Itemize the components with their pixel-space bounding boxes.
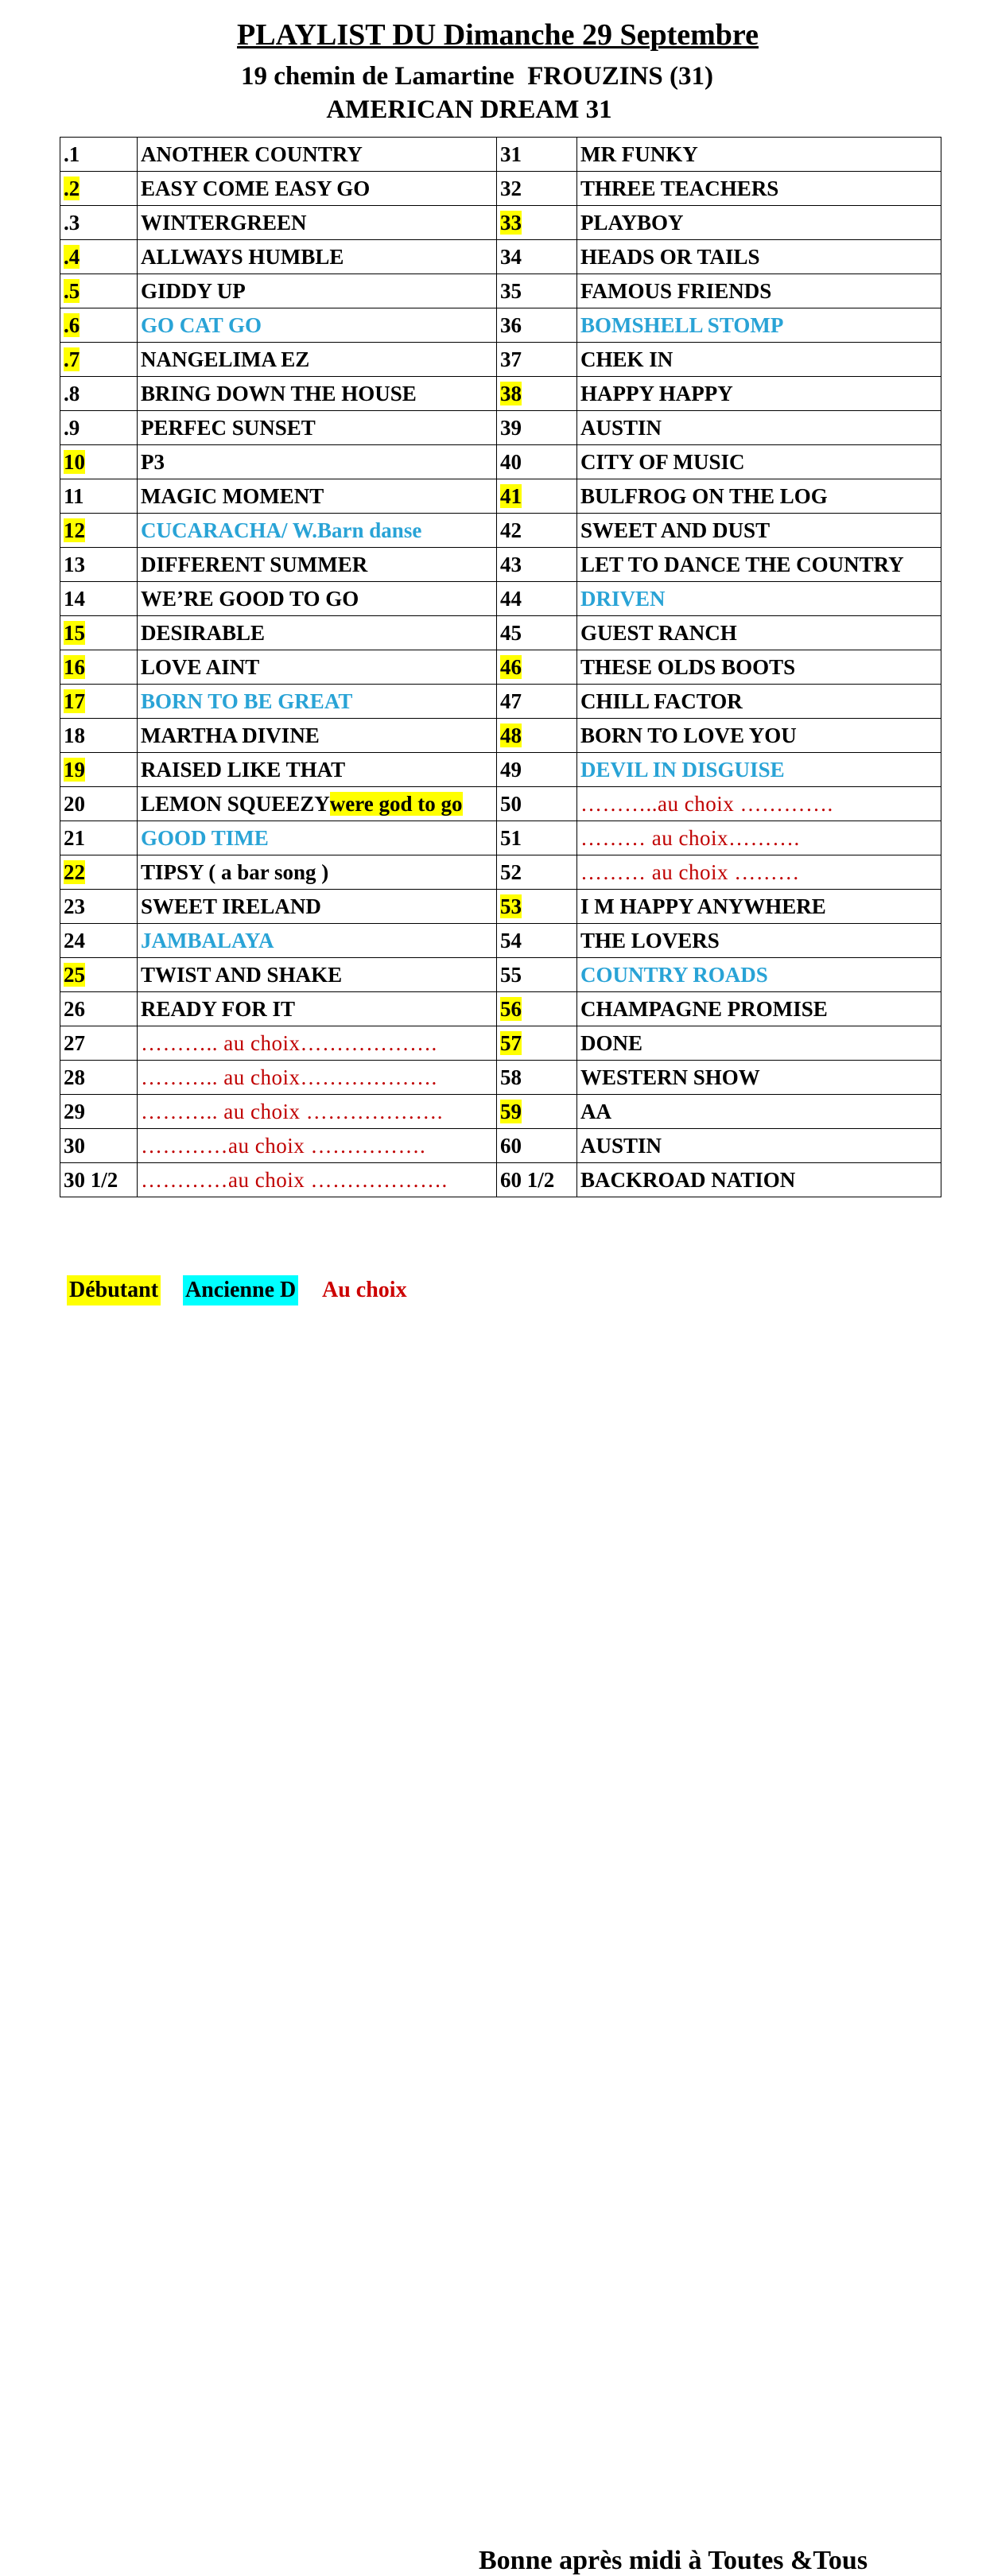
right-number-cell: [497, 138, 577, 172]
left-number: 15: [64, 620, 85, 645]
left-number-cell: [60, 890, 138, 924]
right-number-cell: [497, 445, 577, 479]
left-title-cell: [138, 616, 497, 650]
right-number-cell: [497, 992, 577, 1026]
address: 19 chemin de Lamartine FROUZINS (31): [241, 62, 713, 91]
right-title-cell: [577, 308, 941, 343]
left-title-cell: [138, 274, 497, 308]
left-song-title: MAGIC MOMENT: [141, 483, 324, 508]
right-title-cell: [577, 514, 941, 548]
left-number-cell: [60, 958, 138, 992]
left-song-title: WINTERGREEN: [141, 210, 307, 235]
table-row: [60, 548, 941, 582]
right-number: 43: [500, 552, 522, 576]
right-title-cell: [577, 787, 941, 821]
right-number-cell: [497, 479, 577, 514]
table-row: [60, 1163, 941, 1197]
right-song-title: LET TO DANCE THE COUNTRY: [580, 552, 904, 576]
right-title-cell: [577, 411, 941, 445]
right-title-cell: [577, 924, 941, 958]
table-row: [60, 377, 941, 411]
left-song-title: ……….. au choix……………….: [141, 1030, 437, 1055]
left-number: 30: [64, 1133, 85, 1158]
right-song-title: COUNTRY ROADS: [580, 962, 768, 987]
right-song-title: GUEST RANCH: [580, 620, 737, 645]
club-name: AMERICAN DREAM 31: [326, 95, 612, 124]
left-number: 13: [64, 552, 85, 576]
left-song-title: ANOTHER COUNTRY: [141, 142, 363, 166]
right-song-title: AUSTIN: [580, 415, 662, 440]
right-number: 55: [500, 962, 522, 987]
left-title-cell: [138, 685, 497, 719]
right-song-title: HAPPY HAPPY: [580, 381, 733, 405]
left-number: .1: [64, 142, 80, 166]
left-title-cell: [138, 890, 497, 924]
left-title-cell: [138, 650, 497, 685]
right-title-cell: [577, 650, 941, 685]
right-number-cell: [497, 787, 577, 821]
left-number-cell: [60, 821, 138, 855]
right-number: 59: [500, 1099, 522, 1123]
right-number-cell: [497, 1026, 577, 1061]
left-number-cell: [60, 308, 138, 343]
left-title-cell: [138, 514, 497, 548]
right-number-cell: [497, 890, 577, 924]
left-song-title: NANGELIMA EZ: [141, 347, 310, 371]
left-number-cell: [60, 479, 138, 514]
left-number-cell: [60, 206, 138, 240]
left-number-cell: [60, 138, 138, 172]
table-row: [60, 890, 941, 924]
right-number: 53: [500, 894, 522, 918]
left-song-title: TWIST AND SHAKE: [141, 962, 343, 987]
left-title-cell: [138, 377, 497, 411]
left-number: .7: [64, 347, 80, 371]
right-number-cell: [497, 1163, 577, 1197]
right-song-title: WESTERN SHOW: [580, 1065, 760, 1089]
right-number: 52: [500, 859, 522, 884]
right-number: 47: [500, 689, 522, 713]
table-row: [60, 616, 941, 650]
right-number: 54: [500, 928, 522, 952]
table-row: [60, 206, 941, 240]
right-number-cell: [497, 1129, 577, 1163]
left-number-cell: [60, 274, 138, 308]
right-song-title: THREE TEACHERS: [580, 176, 779, 200]
left-title-cell: [138, 343, 497, 377]
left-song-title: MARTHA DIVINE: [141, 723, 320, 747]
left-title-cell: [138, 1026, 497, 1061]
left-title-cell: [138, 411, 497, 445]
left-title-cell: [138, 445, 497, 479]
table-row: [60, 479, 941, 514]
right-number: 48: [500, 723, 522, 747]
left-title-cell: [138, 719, 497, 753]
right-number-cell: [497, 240, 577, 274]
left-number: .9: [64, 415, 80, 440]
left-song-title: BORN TO BE GREAT: [141, 689, 353, 713]
right-song-title: SWEET AND DUST: [580, 518, 771, 542]
left-song-title: ……….. au choix ……………….: [141, 1099, 443, 1123]
right-number: 60: [500, 1133, 522, 1158]
right-number: 60 1/2: [500, 1167, 555, 1192]
left-number-cell: [60, 650, 138, 685]
table-row: [60, 685, 941, 719]
right-number-cell: [497, 719, 577, 753]
left-song-title: RAISED LIKE THAT: [141, 757, 346, 782]
left-number: 19: [64, 757, 85, 782]
left-number: 30 1/2: [64, 1167, 118, 1192]
left-song-title: TIPSY ( a bar song ): [141, 859, 329, 884]
left-number: 24: [64, 928, 85, 952]
right-number: 44: [500, 586, 522, 611]
right-number-cell: [497, 1095, 577, 1129]
right-number-cell: [497, 514, 577, 548]
right-title-cell: [577, 172, 941, 206]
left-number-cell: [60, 616, 138, 650]
right-number: 31: [500, 142, 522, 166]
right-title-cell: [577, 753, 941, 787]
table-row: [60, 650, 941, 685]
right-number: 38: [500, 381, 522, 405]
right-title-cell: [577, 343, 941, 377]
right-number: 45: [500, 620, 522, 645]
left-song-title: DESIRABLE: [141, 620, 266, 645]
left-song-title: GIDDY UP: [141, 278, 246, 303]
right-song-title: BULFROG ON THE LOG: [580, 483, 828, 508]
left-title-cell: [138, 1061, 497, 1095]
table-row: [60, 274, 941, 308]
right-song-title: HEADS OR TAILS: [580, 244, 760, 269]
right-number: 57: [500, 1030, 522, 1055]
left-title-cell: [138, 821, 497, 855]
right-title-cell: [577, 616, 941, 650]
right-song-title: ……… au choix……….: [580, 825, 800, 850]
left-number-cell: [60, 240, 138, 274]
right-title-cell: [577, 479, 941, 514]
right-title-cell: [577, 890, 941, 924]
right-song-title: CHAMPAGNE PROMISE: [580, 996, 828, 1021]
right-number-cell: [497, 924, 577, 958]
right-song-title: BOMSHELL STOMP: [580, 312, 784, 337]
right-number-cell: [497, 343, 577, 377]
table-row: [60, 958, 941, 992]
right-number: 51: [500, 825, 522, 850]
left-number: 17: [64, 689, 85, 713]
table-row: [60, 172, 941, 206]
right-number-cell: [497, 685, 577, 719]
left-title-cell: [138, 855, 497, 890]
right-song-title: FAMOUS FRIENDS: [580, 278, 772, 303]
left-number: 22: [64, 859, 85, 884]
right-number: 36: [500, 312, 522, 337]
left-number: 27: [64, 1030, 85, 1055]
right-title-cell: [577, 240, 941, 274]
right-song-title: I M HAPPY ANYWHERE: [580, 894, 826, 918]
left-song-title: P3: [141, 449, 165, 474]
right-number-cell: [497, 172, 577, 206]
left-song-title: SWEET IRELAND: [141, 894, 321, 918]
left-song-title: …………au choix …………….: [141, 1133, 426, 1158]
left-number-cell: [60, 753, 138, 787]
table-row: [60, 924, 941, 958]
right-title-cell: [577, 1095, 941, 1129]
right-song-title: BACKROAD NATION: [580, 1167, 796, 1192]
right-title-cell: [577, 582, 941, 616]
left-number-cell: [60, 343, 138, 377]
right-number: 35: [500, 278, 522, 303]
left-number: 20: [64, 791, 85, 816]
left-number: .5: [64, 278, 80, 303]
right-title-cell: [577, 719, 941, 753]
right-title-cell: [577, 821, 941, 855]
right-song-title: PLAYBOY: [580, 210, 684, 235]
right-title-cell: [577, 855, 941, 890]
right-number-cell: [497, 650, 577, 685]
left-title-cell: [138, 172, 497, 206]
left-title-cell: [138, 1095, 497, 1129]
right-song-title: ………..au choix ………….: [580, 791, 833, 816]
left-number-cell: [60, 582, 138, 616]
right-song-title: DRIVEN: [580, 586, 666, 611]
right-number: 56: [500, 996, 522, 1021]
table-row: [60, 138, 941, 172]
left-number-cell: [60, 514, 138, 548]
right-title-cell: [577, 958, 941, 992]
right-number-cell: [497, 411, 577, 445]
left-number-cell: [60, 1061, 138, 1095]
table-row: [60, 992, 941, 1026]
table-row: [60, 753, 941, 787]
right-title-cell: [577, 377, 941, 411]
right-song-title: MR FUNKY: [580, 142, 698, 166]
right-number-cell: [497, 1061, 577, 1095]
right-title-cell: [577, 1061, 941, 1095]
right-number: 39: [500, 415, 522, 440]
left-number: 26: [64, 996, 85, 1021]
right-number-cell: [497, 548, 577, 582]
left-number-cell: [60, 172, 138, 206]
right-number-cell: [497, 753, 577, 787]
right-song-title: THESE OLDS BOOTS: [580, 654, 796, 679]
left-number: 14: [64, 586, 85, 611]
left-number: 16: [64, 654, 85, 679]
left-song-title: WE’RE GOOD TO GO: [141, 586, 359, 611]
left-number: .3: [64, 210, 80, 235]
left-title-cell: [138, 958, 497, 992]
greeting: Bonne après midi à Toutes &Tous: [479, 2546, 868, 2575]
right-song-title: ……… au choix ………: [580, 859, 800, 884]
left-song-title: EASY COME EASY GO: [141, 176, 371, 200]
left-song-title: …………au choix ……………….: [141, 1167, 448, 1192]
table-row: [60, 1095, 941, 1129]
playlist-table: [60, 137, 941, 1197]
right-number-cell: [497, 582, 577, 616]
left-number-cell: [60, 719, 138, 753]
right-number-cell: [497, 821, 577, 855]
left-number: 18: [64, 723, 85, 747]
left-title-cell: [138, 479, 497, 514]
table-row: [60, 1129, 941, 1163]
left-song-title: PERFEC SUNSET: [141, 415, 316, 440]
right-number-cell: [497, 616, 577, 650]
right-song-title: THE LOVERS: [580, 928, 720, 952]
left-number: 10: [64, 449, 85, 474]
right-number: 33: [500, 210, 522, 235]
left-title-cell: [138, 308, 497, 343]
right-title-cell: [577, 274, 941, 308]
left-title-cell: [138, 1163, 497, 1197]
table-row: [60, 514, 941, 548]
table-row: [60, 411, 941, 445]
right-number: 46: [500, 654, 522, 679]
right-number: 32: [500, 176, 522, 200]
right-number-cell: [497, 308, 577, 343]
left-number-cell: [60, 685, 138, 719]
right-number: 40: [500, 449, 522, 474]
left-number: .2: [64, 176, 80, 200]
left-song-title: CUCARACHA/ W.Barn danse: [141, 518, 422, 542]
left-number: 21: [64, 825, 85, 850]
right-number-cell: [497, 206, 577, 240]
left-song-title: GOOD TIME: [141, 825, 269, 850]
left-title-cell: [138, 206, 497, 240]
left-number: 28: [64, 1065, 85, 1089]
table-row: [60, 855, 941, 890]
right-song-title: CHILL FACTOR: [580, 689, 743, 713]
right-number: 34: [500, 244, 522, 269]
left-title-cell: [138, 992, 497, 1026]
left-number-cell: [60, 787, 138, 821]
right-song-title: AUSTIN: [580, 1133, 662, 1158]
left-title-cell: [138, 582, 497, 616]
left-number-cell: [60, 1129, 138, 1163]
left-title-cell: [138, 924, 497, 958]
left-number-cell: [60, 992, 138, 1026]
page-title: PLAYLIST DU Dimanche 29 Septembre: [237, 18, 759, 52]
left-title-cell: [138, 787, 497, 821]
left-number: .4: [64, 244, 80, 269]
table-row: [60, 582, 941, 616]
legend: [0, 1275, 986, 2575]
table-row: [60, 445, 941, 479]
left-number-cell: [60, 377, 138, 411]
legend-ancienne: Ancienne D: [183, 1275, 298, 1305]
left-number: .6: [64, 312, 80, 337]
left-number: 12: [64, 518, 85, 542]
table-row: [60, 1026, 941, 1061]
left-song-title: BRING DOWN THE HOUSE: [141, 381, 417, 405]
right-song-title: DEVIL IN DISGUISE: [580, 757, 785, 782]
legend-au-choix: Au choix: [322, 1278, 407, 1302]
table-row: [60, 719, 941, 753]
left-number-cell: [60, 548, 138, 582]
right-title-cell: [577, 992, 941, 1026]
right-number-cell: [497, 958, 577, 992]
right-number: 49: [500, 757, 522, 782]
right-title-cell: [577, 1129, 941, 1163]
left-number-cell: [60, 445, 138, 479]
left-song-title: READY FOR IT: [141, 996, 296, 1021]
left-title-cell: [138, 753, 497, 787]
right-number-cell: [497, 377, 577, 411]
right-title-cell: [577, 138, 941, 172]
inline-note: were god to go: [329, 791, 463, 816]
left-number-cell: [60, 411, 138, 445]
right-title-cell: [577, 685, 941, 719]
right-song-title: CHEK IN: [580, 347, 674, 371]
left-number-cell: [60, 1163, 138, 1197]
left-number-cell: [60, 1095, 138, 1129]
right-song-title: DONE: [580, 1030, 643, 1055]
legend-debutant: Débutant: [67, 1275, 161, 1305]
left-number-cell: [60, 924, 138, 958]
right-song-title: BORN TO LOVE YOU: [580, 723, 797, 747]
table-row: [60, 343, 941, 377]
left-song-title: GO CAT GO: [141, 312, 262, 337]
left-number: .8: [64, 381, 80, 405]
left-title-cell: [138, 548, 497, 582]
right-number: 42: [500, 518, 522, 542]
right-title-cell: [577, 1026, 941, 1061]
right-number: 58: [500, 1065, 522, 1089]
right-title-cell: [577, 548, 941, 582]
right-number-cell: [497, 274, 577, 308]
left-number-cell: [60, 855, 138, 890]
left-number: 25: [64, 962, 85, 987]
left-song-title: JAMBALAYA: [141, 928, 274, 952]
left-song-title: ……….. au choix……………….: [141, 1065, 437, 1089]
right-song-title: AA: [580, 1099, 611, 1123]
left-title-cell: [138, 138, 497, 172]
right-title-cell: [577, 1163, 941, 1197]
right-song-title: CITY OF MUSIC: [580, 449, 745, 474]
table-row: [60, 787, 941, 821]
right-number: 50: [500, 791, 522, 816]
left-song-title: LEMON SQUEEZY: [141, 791, 330, 816]
table-row: [60, 308, 941, 343]
right-title-cell: [577, 206, 941, 240]
left-song-title: DIFFERENT SUMMER: [141, 552, 368, 576]
left-number: 29: [64, 1099, 85, 1123]
right-title-cell: [577, 445, 941, 479]
left-song-title: LOVE AINT: [141, 654, 260, 679]
left-title-cell: [138, 1129, 497, 1163]
left-title-cell: [138, 240, 497, 274]
left-song-title: ALLWAYS HUMBLE: [141, 244, 344, 269]
table-row: [60, 821, 941, 855]
right-number: 41: [500, 483, 522, 508]
right-number-cell: [497, 855, 577, 890]
right-number: 37: [500, 347, 522, 371]
left-number-cell: [60, 1026, 138, 1061]
table-row: [60, 240, 941, 274]
left-number: 23: [64, 894, 85, 918]
table-row: [60, 1061, 941, 1095]
left-number: 11: [64, 483, 84, 508]
